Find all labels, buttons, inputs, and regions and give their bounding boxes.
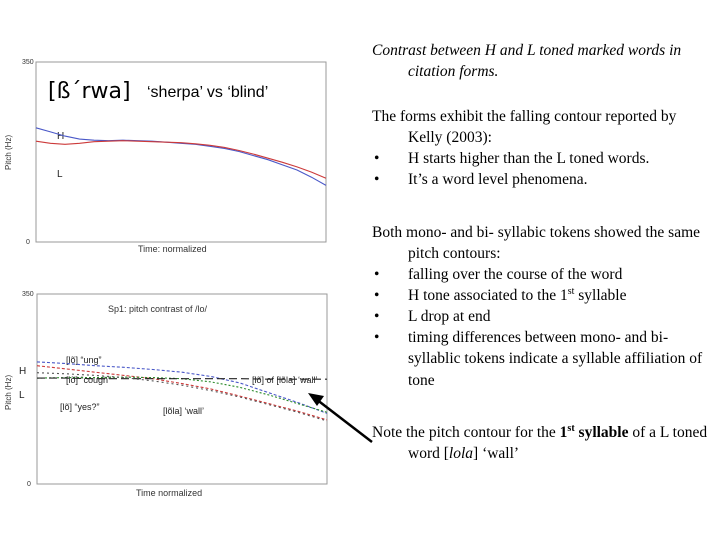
bottom-ylabel: Pitch (Hz) [4, 374, 13, 410]
bullet-text: It’s a word level phenomena. [408, 171, 588, 189]
bottom-plot-area [37, 294, 327, 484]
bottom-xlabel: Time normalized [136, 488, 203, 498]
list-item [372, 169, 712, 190]
list-item [372, 327, 712, 390]
top-ylabel: Pitch (Hz) [4, 134, 13, 170]
bullet-text: H tone associated to the 1 [408, 287, 568, 305]
bottom-side-label-h: H [19, 366, 27, 377]
word-transcription [48, 78, 131, 104]
bullet-glyph: • [374, 308, 380, 326]
contour-intro: The forms exhibit the falling contour reported by Kelly (2003): [372, 108, 677, 147]
note-paragraph [372, 422, 712, 464]
note-italic: lola [448, 445, 474, 463]
intro-paragraph [372, 40, 712, 82]
note-bold [560, 424, 629, 441]
annotation-wall-first: [lõ] of [lõla] ‘wall’ [252, 375, 318, 385]
top-series-label-h: H [57, 131, 65, 142]
superscript: st [567, 422, 575, 434]
list-item [372, 285, 712, 306]
superscript: st [567, 286, 575, 298]
top-series-label-l: L [57, 169, 63, 180]
bullet-text: falling over the course of the word [408, 266, 623, 284]
top-xlabel: Time: normalized [138, 244, 207, 254]
note-pre: Note the pitch contour for the [372, 424, 560, 441]
bullet-text: timing differences between mono- and bi- syllablic tokens indicate a syllable affiliation of tone [408, 329, 703, 389]
note-end: ] ‘wall’ [473, 445, 520, 463]
contour-paragraph [372, 106, 712, 190]
top-ytick-max: 350 [22, 59, 34, 66]
bullet-glyph: • [374, 171, 380, 189]
bullet-text-tail: syllable [574, 287, 627, 305]
note-bold-num: 1 [559, 424, 568, 441]
bullet-glyph: • [374, 150, 380, 168]
list-item [372, 306, 712, 327]
series-line-2 [36, 141, 326, 179]
note-mid: of a L toned word [ [408, 424, 708, 463]
top-ytick-min: 0 [26, 239, 30, 246]
bullet-text: L drop at end [408, 308, 491, 326]
series-line-1 [36, 128, 326, 186]
annotation-cough: [lõ] “cough” [66, 375, 112, 385]
list-item [372, 148, 712, 169]
tokens-paragraph [372, 222, 712, 391]
bottom-pitch-chart [0, 286, 345, 500]
contour-bullets [372, 148, 712, 190]
bottom-side-label-l: L [19, 390, 25, 401]
bottom-title: Sp1: pitch contrast of /lo/ [108, 304, 208, 314]
bottom-ytick-max: 350 [22, 291, 34, 298]
annotation-wall: [lõla] ‘wall’ [163, 406, 205, 416]
note-bold-tail: syllable [574, 424, 629, 441]
bullet-glyph: • [374, 266, 380, 284]
intro-text: Contrast between H and L toned marked words in citation forms. [372, 42, 682, 81]
word-gloss: ‘sherpa’ vs ‘blind’ [147, 84, 269, 101]
annotation-ung: [lõ] “ung” [66, 355, 102, 365]
word-ipa: [ß´rwa] [48, 79, 131, 104]
bullet-text: H starts higher than the L toned words. [408, 150, 650, 168]
note-arrow [300, 380, 380, 450]
list-item [372, 264, 712, 285]
tokens-intro: Both mono- and bi- syllabic tokens showed the same pitch contours: [372, 224, 701, 263]
tokens-bullets [372, 264, 712, 390]
note-text [372, 422, 712, 464]
bullet-glyph: • [374, 287, 380, 305]
bottom-ytick-min: 0 [27, 481, 31, 488]
bullet-glyph: • [374, 329, 380, 347]
annotation-yes: [lõ] “yes?” [60, 402, 100, 412]
